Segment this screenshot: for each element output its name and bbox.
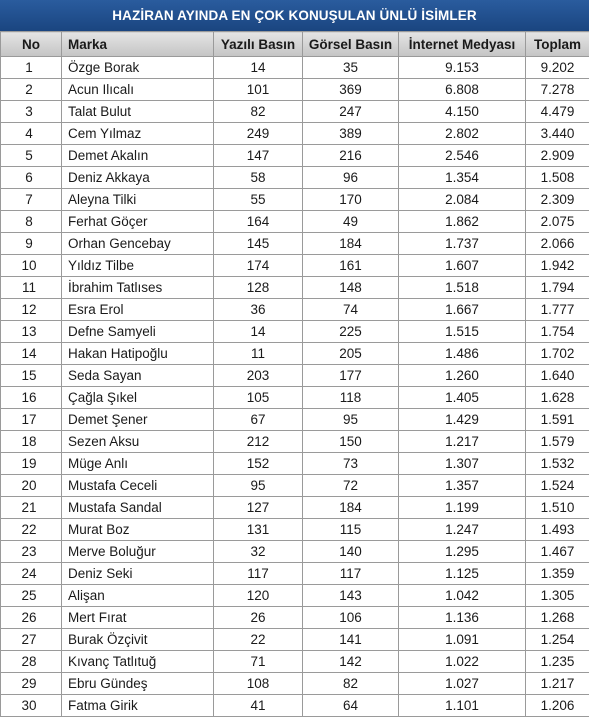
cell-print-press: 145 — [214, 233, 303, 255]
cell-internet-media: 1.862 — [399, 211, 526, 233]
cell-total: 1.508 — [526, 167, 589, 189]
cell-no: 1 — [1, 57, 62, 79]
cell-brand: Mustafa Sandal — [62, 497, 214, 519]
cell-print-press: 32 — [214, 541, 303, 563]
cell-total: 1.640 — [526, 365, 589, 387]
cell-internet-media: 2.546 — [399, 145, 526, 167]
cell-total: 4.479 — [526, 101, 589, 123]
cell-total: 2.909 — [526, 145, 589, 167]
cell-visual-press: 64 — [303, 695, 399, 717]
cell-total: 2.309 — [526, 189, 589, 211]
cell-no: 5 — [1, 145, 62, 167]
cell-no: 17 — [1, 409, 62, 431]
cell-internet-media: 1.737 — [399, 233, 526, 255]
column-header-visual-press: Görsel Basın — [303, 32, 399, 57]
cell-brand: Demet Akalın — [62, 145, 214, 167]
cell-no: 19 — [1, 453, 62, 475]
cell-visual-press: 184 — [303, 497, 399, 519]
cell-brand: Esra Erol — [62, 299, 214, 321]
cell-print-press: 120 — [214, 585, 303, 607]
table-row — [1, 365, 589, 387]
cell-no: 6 — [1, 167, 62, 189]
cell-brand: Burak Özçivit — [62, 629, 214, 651]
cell-print-press: 127 — [214, 497, 303, 519]
cell-visual-press: 49 — [303, 211, 399, 233]
cell-total: 1.524 — [526, 475, 589, 497]
table-row — [1, 277, 589, 299]
cell-print-press: 117 — [214, 563, 303, 585]
cell-brand: Özge Borak — [62, 57, 214, 79]
cell-brand: Demet Şener — [62, 409, 214, 431]
cell-total: 1.794 — [526, 277, 589, 299]
cell-no: 22 — [1, 519, 62, 541]
cell-visual-press: 150 — [303, 431, 399, 453]
cell-total: 1.268 — [526, 607, 589, 629]
table-row — [1, 695, 589, 717]
cell-print-press: 11 — [214, 343, 303, 365]
cell-brand: Mustafa Ceceli — [62, 475, 214, 497]
cell-internet-media: 1.607 — [399, 255, 526, 277]
table-row — [1, 189, 589, 211]
cell-no: 15 — [1, 365, 62, 387]
cell-total: 1.754 — [526, 321, 589, 343]
table-title: HAZİRAN AYINDA EN ÇOK KONUŞULAN ÜNLÜ İSİMLER — [0, 0, 589, 31]
column-header-total: Toplam — [526, 32, 589, 57]
cell-visual-press: 177 — [303, 365, 399, 387]
cell-internet-media: 1.354 — [399, 167, 526, 189]
cell-visual-press: 170 — [303, 189, 399, 211]
cell-internet-media: 1.405 — [399, 387, 526, 409]
cell-brand: Mert Fırat — [62, 607, 214, 629]
cell-no: 21 — [1, 497, 62, 519]
cell-brand: Cem Yılmaz — [62, 123, 214, 145]
cell-visual-press: 106 — [303, 607, 399, 629]
cell-no: 3 — [1, 101, 62, 123]
cell-internet-media: 1.518 — [399, 277, 526, 299]
cell-brand: Talat Bulut — [62, 101, 214, 123]
cell-visual-press: 148 — [303, 277, 399, 299]
cell-total: 1.467 — [526, 541, 589, 563]
cell-internet-media: 1.136 — [399, 607, 526, 629]
table-row — [1, 321, 589, 343]
cell-no: 9 — [1, 233, 62, 255]
cell-total: 1.702 — [526, 343, 589, 365]
column-header-brand: Marka — [62, 32, 214, 57]
table-row — [1, 651, 589, 673]
cell-no: 25 — [1, 585, 62, 607]
cell-brand: Merve Boluğur — [62, 541, 214, 563]
cell-print-press: 14 — [214, 57, 303, 79]
cell-no: 28 — [1, 651, 62, 673]
table-row — [1, 255, 589, 277]
cell-total: 1.305 — [526, 585, 589, 607]
cell-print-press: 249 — [214, 123, 303, 145]
table-row — [1, 519, 589, 541]
cell-no: 8 — [1, 211, 62, 233]
cell-brand: Alişan — [62, 585, 214, 607]
cell-total: 1.628 — [526, 387, 589, 409]
cell-brand: Defne Samyeli — [62, 321, 214, 343]
table-row — [1, 431, 589, 453]
cell-internet-media: 4.150 — [399, 101, 526, 123]
cell-print-press: 55 — [214, 189, 303, 211]
column-header-internet-media: İnternet Medyası — [399, 32, 526, 57]
cell-total: 1.254 — [526, 629, 589, 651]
cell-print-press: 101 — [214, 79, 303, 101]
column-header-print-press: Yazılı Basın — [214, 32, 303, 57]
cell-total: 1.206 — [526, 695, 589, 717]
cell-internet-media: 1.307 — [399, 453, 526, 475]
table-row — [1, 167, 589, 189]
cell-no: 24 — [1, 563, 62, 585]
cell-brand: Hakan Hatipoğlu — [62, 343, 214, 365]
cell-print-press: 95 — [214, 475, 303, 497]
ranking-table — [0, 31, 589, 717]
table-row — [1, 233, 589, 255]
cell-total: 2.075 — [526, 211, 589, 233]
column-header-no: No — [1, 32, 62, 57]
cell-internet-media: 1.486 — [399, 343, 526, 365]
cell-no: 16 — [1, 387, 62, 409]
cell-internet-media: 2.802 — [399, 123, 526, 145]
table-row — [1, 101, 589, 123]
table-row — [1, 607, 589, 629]
cell-internet-media: 1.515 — [399, 321, 526, 343]
table-row — [1, 387, 589, 409]
cell-print-press: 71 — [214, 651, 303, 673]
cell-visual-press: 115 — [303, 519, 399, 541]
cell-internet-media: 1.101 — [399, 695, 526, 717]
cell-print-press: 14 — [214, 321, 303, 343]
cell-internet-media: 1.357 — [399, 475, 526, 497]
cell-print-press: 174 — [214, 255, 303, 277]
cell-print-press: 212 — [214, 431, 303, 453]
cell-visual-press: 73 — [303, 453, 399, 475]
cell-print-press: 108 — [214, 673, 303, 695]
cell-no: 29 — [1, 673, 62, 695]
cell-print-press: 22 — [214, 629, 303, 651]
cell-total: 1.359 — [526, 563, 589, 585]
table-row — [1, 585, 589, 607]
cell-visual-press: 118 — [303, 387, 399, 409]
cell-no: 13 — [1, 321, 62, 343]
cell-no: 10 — [1, 255, 62, 277]
cell-brand: Kıvanç Tatlıtuğ — [62, 651, 214, 673]
cell-brand: Acun Ilıcalı — [62, 79, 214, 101]
table-row — [1, 673, 589, 695]
cell-brand: Aleyna Tilki — [62, 189, 214, 211]
cell-brand: Ebru Gündeş — [62, 673, 214, 695]
cell-brand: Fatma Girik — [62, 695, 214, 717]
cell-print-press: 131 — [214, 519, 303, 541]
cell-print-press: 82 — [214, 101, 303, 123]
cell-visual-press: 117 — [303, 563, 399, 585]
cell-visual-press: 143 — [303, 585, 399, 607]
cell-no: 4 — [1, 123, 62, 145]
cell-print-press: 26 — [214, 607, 303, 629]
table-row — [1, 563, 589, 585]
cell-total: 9.202 — [526, 57, 589, 79]
cell-total: 1.532 — [526, 453, 589, 475]
table-body — [1, 57, 589, 717]
cell-visual-press: 142 — [303, 651, 399, 673]
cell-internet-media: 1.027 — [399, 673, 526, 695]
cell-total: 1.493 — [526, 519, 589, 541]
cell-visual-press: 95 — [303, 409, 399, 431]
cell-visual-press: 225 — [303, 321, 399, 343]
table-row — [1, 211, 589, 233]
cell-print-press: 105 — [214, 387, 303, 409]
cell-total: 1.217 — [526, 673, 589, 695]
cell-total: 1.235 — [526, 651, 589, 673]
cell-brand: Seda Sayan — [62, 365, 214, 387]
cell-print-press: 147 — [214, 145, 303, 167]
cell-total: 2.066 — [526, 233, 589, 255]
table-row — [1, 57, 589, 79]
cell-visual-press: 140 — [303, 541, 399, 563]
cell-print-press: 36 — [214, 299, 303, 321]
table-row — [1, 629, 589, 651]
cell-brand: Ferhat Göçer — [62, 211, 214, 233]
cell-internet-media: 1.247 — [399, 519, 526, 541]
cell-internet-media: 1.091 — [399, 629, 526, 651]
cell-print-press: 203 — [214, 365, 303, 387]
cell-brand: Orhan Gencebay — [62, 233, 214, 255]
cell-total: 1.510 — [526, 497, 589, 519]
table-row — [1, 497, 589, 519]
cell-print-press: 152 — [214, 453, 303, 475]
cell-brand: Murat Boz — [62, 519, 214, 541]
cell-print-press: 58 — [214, 167, 303, 189]
cell-total: 7.278 — [526, 79, 589, 101]
cell-no: 26 — [1, 607, 62, 629]
cell-print-press: 164 — [214, 211, 303, 233]
cell-brand: Yıldız Tilbe — [62, 255, 214, 277]
cell-internet-media: 1.042 — [399, 585, 526, 607]
cell-total: 1.579 — [526, 431, 589, 453]
table-row — [1, 123, 589, 145]
cell-brand: İbrahim Tatlıses — [62, 277, 214, 299]
cell-internet-media: 1.667 — [399, 299, 526, 321]
cell-no: 30 — [1, 695, 62, 717]
cell-brand: Çağla Şıkel — [62, 387, 214, 409]
table-row — [1, 409, 589, 431]
cell-visual-press: 389 — [303, 123, 399, 145]
cell-total: 1.942 — [526, 255, 589, 277]
table-row — [1, 475, 589, 497]
cell-visual-press: 35 — [303, 57, 399, 79]
cell-visual-press: 161 — [303, 255, 399, 277]
cell-internet-media: 1.260 — [399, 365, 526, 387]
cell-internet-media: 1.429 — [399, 409, 526, 431]
cell-visual-press: 96 — [303, 167, 399, 189]
cell-no: 20 — [1, 475, 62, 497]
cell-total: 1.591 — [526, 409, 589, 431]
cell-brand: Müge Anlı — [62, 453, 214, 475]
cell-visual-press: 205 — [303, 343, 399, 365]
cell-no: 11 — [1, 277, 62, 299]
cell-internet-media: 2.084 — [399, 189, 526, 211]
cell-no: 14 — [1, 343, 62, 365]
cell-visual-press: 184 — [303, 233, 399, 255]
cell-internet-media: 6.808 — [399, 79, 526, 101]
header-row — [1, 32, 589, 57]
cell-total: 1.777 — [526, 299, 589, 321]
table-row — [1, 343, 589, 365]
cell-print-press: 67 — [214, 409, 303, 431]
table-row — [1, 541, 589, 563]
cell-brand: Deniz Akkaya — [62, 167, 214, 189]
table-row — [1, 145, 589, 167]
cell-visual-press: 82 — [303, 673, 399, 695]
cell-print-press: 128 — [214, 277, 303, 299]
cell-print-press: 41 — [214, 695, 303, 717]
cell-visual-press: 216 — [303, 145, 399, 167]
table-row — [1, 79, 589, 101]
cell-no: 23 — [1, 541, 62, 563]
cell-internet-media: 1.217 — [399, 431, 526, 453]
cell-visual-press: 141 — [303, 629, 399, 651]
cell-internet-media: 1.022 — [399, 651, 526, 673]
cell-total: 3.440 — [526, 123, 589, 145]
cell-no: 18 — [1, 431, 62, 453]
cell-internet-media: 9.153 — [399, 57, 526, 79]
cell-visual-press: 247 — [303, 101, 399, 123]
table-row — [1, 299, 589, 321]
cell-internet-media: 1.295 — [399, 541, 526, 563]
cell-no: 12 — [1, 299, 62, 321]
cell-no: 2 — [1, 79, 62, 101]
cell-brand: Deniz Seki — [62, 563, 214, 585]
cell-no: 27 — [1, 629, 62, 651]
cell-visual-press: 369 — [303, 79, 399, 101]
cell-brand: Sezen Aksu — [62, 431, 214, 453]
cell-no: 7 — [1, 189, 62, 211]
table-row — [1, 453, 589, 475]
cell-visual-press: 74 — [303, 299, 399, 321]
cell-internet-media: 1.125 — [399, 563, 526, 585]
cell-internet-media: 1.199 — [399, 497, 526, 519]
cell-visual-press: 72 — [303, 475, 399, 497]
